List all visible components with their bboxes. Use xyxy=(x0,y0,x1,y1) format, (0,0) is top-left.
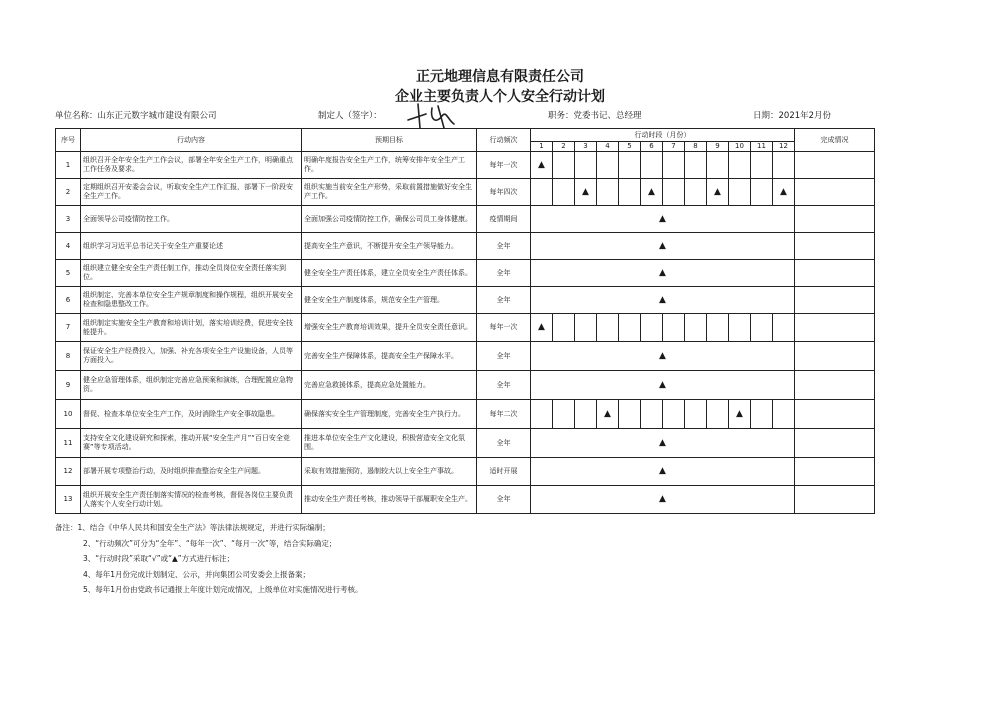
schedule-span xyxy=(531,371,795,400)
month-cell xyxy=(707,179,729,206)
position-field xyxy=(548,109,642,121)
schedule-mark: ▲ xyxy=(736,408,743,419)
unit-field xyxy=(55,109,217,121)
month-cell xyxy=(641,179,663,206)
schedule-mark: ▲ xyxy=(659,466,666,476)
row-content: 支持安全文化建设研究和探索，推动开展“安全生产月”“百日安全竞赛”等专项活动。 xyxy=(81,429,302,458)
row-content: 组织制定、完善本单位安全生产规章制度和操作规程，组织开展安全检查和隐患整改工作。 xyxy=(81,287,302,314)
month-cell xyxy=(531,314,553,342)
note-line: 备注：1、结合《中华人民共和国安全生产法》等法律法规规定，并进行实际编制； xyxy=(55,523,330,532)
schedule-mark: ▲ xyxy=(780,186,787,197)
schedule-span xyxy=(531,260,795,287)
row-content: 组织制定实施安全生产教育和培训计划，落实培训经费，促进安全技能提升。 xyxy=(81,314,302,342)
month-cell xyxy=(707,314,729,342)
month-cell xyxy=(575,400,597,429)
month-cell xyxy=(685,179,707,206)
month-cell xyxy=(553,400,575,429)
schedule-mark: ▲ xyxy=(714,186,721,197)
row-number: 13 xyxy=(56,486,81,514)
month-cell xyxy=(685,400,707,429)
month-cell xyxy=(707,400,729,429)
month-cell xyxy=(773,314,795,342)
note-line: 3、“行动时段”采取“√”或“▲”方式进行标注； xyxy=(83,554,235,563)
month-cell xyxy=(619,400,641,429)
header-content: 行动内容 xyxy=(81,129,302,152)
month-cell xyxy=(531,179,553,206)
row-frequency: 每年二次 xyxy=(477,400,531,429)
schedule-span xyxy=(531,233,795,260)
table-row xyxy=(56,458,875,486)
schedule-mark: ▲ xyxy=(659,240,666,251)
schedule-span xyxy=(531,458,795,486)
row-target: 全面加强公司疫情防控工作，确保公司员工身体健康。 xyxy=(302,206,477,233)
row-frequency: 全年 xyxy=(477,429,531,458)
company-name: 正元地理信息有限责任公司 xyxy=(416,69,584,85)
row-content: 组织建立健全安全生产责任制工作，推动全员岗位安全责任落实到位。 xyxy=(81,260,302,287)
month-cell xyxy=(773,400,795,429)
note-line: 2、“行动频次”可分为“全年”、“每年一次”、“每月一次”等，结合实际确定； xyxy=(83,538,337,548)
notes-section xyxy=(55,520,363,598)
row-status xyxy=(795,342,875,371)
month-cell xyxy=(575,179,597,206)
month-cell xyxy=(751,400,773,429)
row-content: 健全应急管理体系，组织制定完善应急预案和演练，合理配置应急物资。 xyxy=(81,371,302,400)
month-cell xyxy=(729,314,751,342)
month-cell xyxy=(685,152,707,179)
row-target: 提高安全生产意识，不断提升安全生产领导能力。 xyxy=(302,233,477,260)
row-status xyxy=(795,152,875,179)
month-header: 9 xyxy=(707,142,729,152)
row-content: 组织学习习近平总书记关于安全生产重要论述 xyxy=(81,233,302,260)
month-header: 6 xyxy=(641,142,663,152)
schedule-mark: ▲ xyxy=(659,494,666,504)
schedule-mark: ▲ xyxy=(659,350,666,361)
month-header: 5 xyxy=(619,142,641,152)
month-header: 10 xyxy=(729,142,751,152)
month-header: 12 xyxy=(773,142,795,152)
date-value: 2021年2月份 xyxy=(778,111,832,121)
row-frequency: 每年四次 xyxy=(477,179,531,206)
schedule-mark: ▲ xyxy=(659,294,666,305)
month-cell xyxy=(641,314,663,342)
table-row xyxy=(56,233,875,260)
row-status xyxy=(795,314,875,342)
schedule-span xyxy=(531,287,795,314)
month-cell xyxy=(619,179,641,206)
month-cell xyxy=(641,400,663,429)
row-status xyxy=(795,458,875,486)
row-status xyxy=(795,206,875,233)
schedule-mark: ▲ xyxy=(538,322,545,332)
note-line: 5、每年1月份由党政书记通报上年度计划完成情况，上级单位对实施情况进行考核。 xyxy=(83,585,363,594)
row-number: 2 xyxy=(56,179,81,206)
position-value: 党委书记、总经理 xyxy=(573,111,642,121)
month-cell xyxy=(553,314,575,342)
row-target: 完善应急救援体系，提高应急处置能力。 xyxy=(302,371,477,400)
month-cell xyxy=(663,314,685,342)
month-header: 1 xyxy=(531,142,553,152)
row-target: 健全安全生产制度体系，规范安全生产管理。 xyxy=(302,287,477,314)
row-number: 7 xyxy=(56,314,81,342)
row-number: 8 xyxy=(56,342,81,371)
month-cell xyxy=(575,314,597,342)
row-number: 10 xyxy=(56,400,81,429)
month-header: 4 xyxy=(597,142,619,152)
row-content: 组织召开全年安全生产工作会议，部署全年安全生产工作，明确重点工作任务及要求。 xyxy=(81,152,302,179)
month-cell xyxy=(597,314,619,342)
row-frequency: 全年 xyxy=(477,260,531,287)
month-cell xyxy=(729,179,751,206)
row-number: 5 xyxy=(56,260,81,287)
table-row xyxy=(56,371,875,400)
note-line: 4、每年1月份完成计划制定、公示，并向集团公司安委会上报备案； xyxy=(83,569,311,579)
table-row xyxy=(56,179,875,206)
month-cell xyxy=(663,152,685,179)
document-title: 企业主要负责人个人安全行动计划 xyxy=(395,89,605,105)
table-row xyxy=(56,429,875,458)
row-target: 采取有效措施预防，遏制较大以上安全生产事故。 xyxy=(302,458,477,486)
month-cell xyxy=(575,152,597,179)
month-cell xyxy=(553,152,575,179)
table-row xyxy=(56,400,875,429)
date-label: 日期： xyxy=(753,111,779,121)
row-content: 定期组织召开安委会会议，听取安全生产工作汇报，部署下一阶段安全生产工作。 xyxy=(81,179,302,206)
month-header: 3 xyxy=(575,142,597,152)
row-frequency: 全年 xyxy=(477,233,531,260)
schedule-mark: ▲ xyxy=(659,437,666,448)
row-number: 6 xyxy=(56,287,81,314)
header-frequency: 行动频次 xyxy=(477,129,531,152)
month-cell xyxy=(597,400,619,429)
table-row xyxy=(56,486,875,514)
header-seq: 序号 xyxy=(56,129,81,152)
month-cell xyxy=(663,400,685,429)
header-status: 完成情况 xyxy=(795,129,875,152)
schedule-mark: ▲ xyxy=(659,213,666,224)
row-target: 健全安全生产责任体系，建立全员安全生产责任体系。 xyxy=(302,260,477,287)
row-content: 组织开展安全生产责任制落实情况的检查考核，督促各岗位主要负责人落实个人安全行动计划。 xyxy=(81,486,302,514)
row-status xyxy=(795,486,875,514)
row-target: 增强安全生产教育培训效果，提升全员安全责任意识。 xyxy=(302,314,477,342)
month-cell xyxy=(773,179,795,206)
month-cell xyxy=(619,152,641,179)
row-status xyxy=(795,429,875,458)
table-row xyxy=(56,342,875,371)
row-number: 12 xyxy=(56,458,81,486)
month-cell xyxy=(707,152,729,179)
month-cell xyxy=(751,152,773,179)
maker-field xyxy=(318,109,382,121)
month-cell xyxy=(597,152,619,179)
row-target: 完善安全生产保障体系，提高安全生产保障水平。 xyxy=(302,342,477,371)
month-header: 8 xyxy=(685,142,707,152)
table-row xyxy=(56,287,875,314)
schedule-mark: ▲ xyxy=(648,186,655,197)
month-header: 2 xyxy=(553,142,575,152)
schedule-span xyxy=(531,486,795,514)
date-field xyxy=(753,109,831,121)
row-target: 明确年度报告安全生产工作，统筹安排年安全生产工作。 xyxy=(302,152,477,179)
month-cell xyxy=(553,179,575,206)
month-header: 11 xyxy=(751,142,773,152)
row-frequency: 全年 xyxy=(477,486,531,514)
action-plan-table xyxy=(55,128,875,514)
row-number: 11 xyxy=(56,429,81,458)
month-cell xyxy=(619,314,641,342)
row-number: 4 xyxy=(56,233,81,260)
row-frequency: 全年 xyxy=(477,342,531,371)
month-cell xyxy=(773,152,795,179)
row-target: 推进本单位安全生产文化建设，积极营造安全文化氛围。 xyxy=(302,429,477,458)
row-content: 部署开展专项整治行动，及时组织排查整治安全生产问题。 xyxy=(81,458,302,486)
month-cell xyxy=(531,152,553,179)
row-target: 推动安全生产责任考核，推动领导干部履职安全生产。 xyxy=(302,486,477,514)
row-frequency: 适时开展 xyxy=(477,458,531,486)
schedule-mark: ▲ xyxy=(604,408,611,419)
row-number: 3 xyxy=(56,206,81,233)
month-cell xyxy=(729,400,751,429)
row-status xyxy=(795,260,875,287)
row-frequency: 全年 xyxy=(477,287,531,314)
row-frequency: 疫情期间 xyxy=(477,206,531,233)
table-row xyxy=(56,314,875,342)
row-status xyxy=(795,233,875,260)
schedule-span xyxy=(531,342,795,371)
row-content: 全面领导公司疫情防控工作。 xyxy=(81,206,302,233)
schedule-mark: ▲ xyxy=(582,186,589,197)
schedule-mark: ▲ xyxy=(659,267,666,278)
schedule-span xyxy=(531,206,795,233)
header-target: 预期目标 xyxy=(302,129,477,152)
month-cell xyxy=(751,179,773,206)
table-row xyxy=(56,206,875,233)
row-content: 保证安全生产经费投入，加强、补充各项安全生产设施设备，人员等方面投入。 xyxy=(81,342,302,371)
month-cell xyxy=(685,314,707,342)
maker-label: 制定人（签字）： xyxy=(318,111,382,121)
month-header: 7 xyxy=(663,142,685,152)
table-row xyxy=(56,260,875,287)
header-schedule: 行动时段（月份） xyxy=(531,129,795,142)
month-cell xyxy=(729,152,751,179)
table-row xyxy=(56,152,875,179)
row-frequency: 全年 xyxy=(477,371,531,400)
row-number: 1 xyxy=(56,152,81,179)
position-label: 职务： xyxy=(548,111,574,121)
row-frequency: 每年一次 xyxy=(477,152,531,179)
month-cell xyxy=(597,179,619,206)
row-status xyxy=(795,287,875,314)
schedule-span xyxy=(531,429,795,458)
row-target: 确保落实安全生产管理制度，完善安全生产执行力。 xyxy=(302,400,477,429)
unit-label: 单位名称： xyxy=(55,111,98,121)
row-status xyxy=(795,179,875,206)
row-status xyxy=(795,400,875,429)
handwritten-signature xyxy=(402,98,462,132)
month-cell xyxy=(531,400,553,429)
schedule-mark: ▲ xyxy=(659,379,666,390)
row-frequency: 每年一次 xyxy=(477,314,531,342)
month-cell xyxy=(751,314,773,342)
schedule-mark: ▲ xyxy=(538,159,545,170)
row-number: 9 xyxy=(56,371,81,400)
row-content: 督促、检查本单位安全生产工作，及时消除生产安全事故隐患。 xyxy=(81,400,302,429)
month-cell xyxy=(663,179,685,206)
row-status xyxy=(795,371,875,400)
unit-value: 山东正元数字城市建设有限公司 xyxy=(97,111,217,121)
row-target: 组织实施当前安全生产形势，采取前置措施做好安全生产工作。 xyxy=(302,179,477,206)
month-cell xyxy=(641,152,663,179)
